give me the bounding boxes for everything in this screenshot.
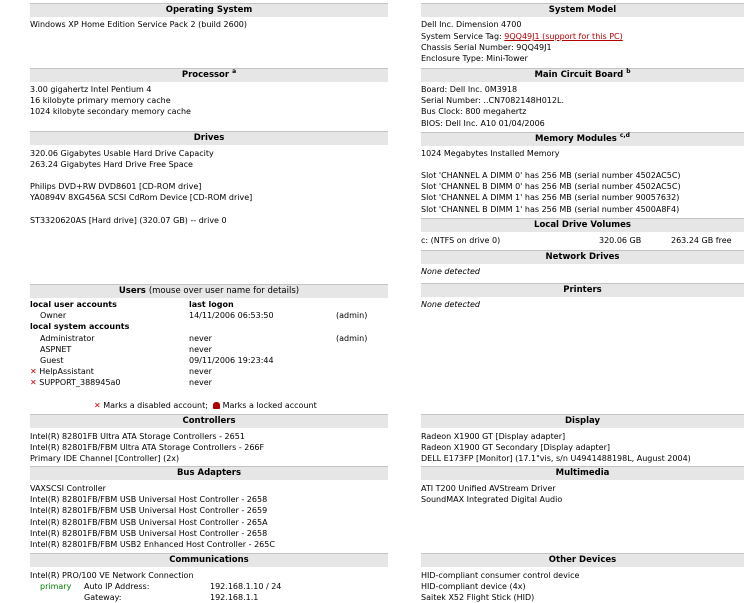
bus-line: Intel(R) 82801FB/FBM USB Universal Host Controller - 2659 [30, 506, 268, 515]
memory-slot: Slot 'CHANNEL A DIMM 0' has 256 MB (serial number 4502AC5C) [421, 171, 681, 180]
user-logon: never [189, 367, 212, 376]
drives-line: YA0894V 8XG456A SCSI CdRom Device [CD-ROM drive] [30, 193, 253, 202]
service-tag-link[interactable]: 9QQ49J1 (support for this PC) [504, 32, 623, 41]
comms-header: Communications [30, 553, 388, 567]
display-line: DELL E173FP [Monitor] (17.1"vis, s/n U4941488198L, August 2004) [421, 454, 691, 463]
board-line: Serial Number: ..CN7082148H012L. [421, 96, 564, 105]
display-line: Radeon X1900 GT Secondary [Display adapter] [421, 443, 611, 452]
disabled-x-icon: ✕ [30, 378, 37, 387]
memory-slot: Slot 'CHANNEL B DIMM 1' has 256 MB (serial number 4500A8F4) [421, 205, 680, 214]
drives-header: Drives [30, 131, 388, 145]
user-logon: 09/11/2006 19:23:44 [189, 356, 274, 365]
processor-line: 16 kilobyte primary memory cache [30, 96, 171, 105]
user-logon: never [189, 378, 212, 387]
printers-none: None detected [421, 300, 481, 309]
comms-primary-tag: primary [40, 582, 72, 591]
user-name[interactable]: Guest [40, 356, 64, 365]
users-system-accounts: local system accounts [30, 322, 130, 331]
users-header: Users (mouse over user name for details) [30, 284, 388, 298]
user-name[interactable]: SUPPORT_388945a0 [39, 378, 121, 387]
volume-drive: c: (NTFS on drive 0) [421, 236, 501, 245]
comms-ip-label: Auto IP Address: [84, 582, 150, 591]
users-col-accounts: local user accounts [30, 300, 117, 309]
enclosure-type: Enclosure Type: Mini-Tower [421, 54, 528, 63]
disabled-user [30, 378, 121, 388]
volumes-header: Local Drive Volumes [421, 218, 744, 232]
memory-header: Memory Modules $^{c,d}$ [421, 132, 744, 146]
other-devices-header: Other Devices [421, 553, 744, 567]
display-line: Radeon X1900 GT [Display adapter] [421, 432, 566, 441]
user-name[interactable]: HelpAssistant [39, 367, 94, 376]
users-legend: ✕ Marks a disabled account; Marks a locked account [94, 401, 317, 410]
other-device-line: HID-compliant consumer control device [421, 571, 580, 580]
other-device-line: Saitek X52 Flight Stick (HID) [421, 593, 535, 602]
processor-header: Processor $^a$ [30, 68, 388, 82]
user-logon: never [189, 345, 212, 354]
user-name[interactable]: Administrator [40, 334, 95, 343]
network-drives-header: Network Drives [421, 250, 744, 264]
controller-line: Primary IDE Channel [Controller] (2x) [30, 454, 180, 463]
other-device-line: HID-compliant device (4x) [421, 582, 526, 591]
board-header: Main Circuit Board $^b$ [421, 68, 744, 82]
os-header: Operating System [30, 3, 388, 17]
drives-line: 263.24 Gigabytes Hard Drive Free Space [30, 160, 193, 169]
controller-line: Intel(R) 82801FB/FBM Ultra ATA Storage Controllers - 266F [30, 443, 265, 452]
memory-slot: Slot 'CHANNEL A DIMM 1' has 256 MB (serial number 90057632) [421, 193, 680, 202]
processor-line: 1024 kilobyte secondary memory cache [30, 107, 191, 116]
processor-line: 3.00 gigahertz Intel Pentium 4 [30, 85, 152, 94]
user-name[interactable]: ASPNET [40, 345, 72, 354]
service-tag-row: System Service Tag: 9QQ49J1 (support for this PC) [421, 32, 623, 41]
user-name[interactable]: Owner [40, 311, 67, 320]
board-line: Board: Dell Inc. 0M3918 [421, 85, 518, 94]
multimedia-line: ATI T200 Unified AVStream Driver [421, 484, 556, 493]
comms-gateway-value: 192.168.1.1 [210, 593, 259, 602]
multimedia-header: Multimedia [421, 466, 744, 480]
bus-line: Intel(R) 82801FB/FBM USB Universal Host Controller - 2658 [30, 529, 268, 538]
bus-line: Intel(R) 82801FB/FBM USB2 Enhanced Host Controller - 265C [30, 540, 275, 549]
users-col-logon: last logon [189, 300, 234, 309]
bus-line: Intel(R) 82801FB/FBM USB Universal Host Controller - 2658 [30, 495, 268, 504]
user-role: (admin) [336, 334, 368, 343]
drives-line: 320.06 Gigabytes Usable Hard Drive Capacity [30, 149, 214, 158]
system-model-line: Dell Inc. Dimension 4700 [421, 20, 522, 29]
comms-adapter: Intel(R) PRO/100 VE Network Connection [30, 571, 194, 580]
user-logon: 14/11/2006 06:53:50 [189, 311, 274, 320]
user-logon: never [189, 334, 212, 343]
board-line: Bus Clock: 800 megahertz [421, 107, 527, 116]
disabled-x-icon: ✕ [94, 401, 101, 410]
bus-line: VAXSCSI Controller [30, 484, 106, 493]
os-line: Windows XP Home Edition Service Pack 2 (build 2600) [30, 20, 247, 29]
printers-header: Printers [421, 283, 744, 297]
network-drives-none: None detected [421, 267, 481, 276]
disabled-user [30, 367, 94, 377]
memory-slot: Slot 'CHANNEL B DIMM 0' has 256 MB (serial number 4502AC5C) [421, 182, 681, 191]
system-model-header: System Model [421, 3, 744, 17]
controllers-header: Controllers [30, 414, 388, 428]
comms-ip-value: 192.168.1.10 / 24 [210, 582, 282, 591]
drives-line: Philips DVD+RW DVD8601 [CD-ROM drive] [30, 182, 202, 191]
volume-free: 263.24 GB free [671, 236, 732, 245]
chassis-serial: Chassis Serial Number: 9QQ49J1 [421, 43, 552, 52]
volume-size: 320.06 GB [599, 236, 642, 245]
controller-line: Intel(R) 82801FB Ultra ATA Storage Controllers - 2651 [30, 432, 245, 441]
drives-line: ST3320620AS [Hard drive] (320.07 GB) -- drive 0 [30, 216, 227, 225]
bus-line: Intel(R) 82801FB/FBM USB Universal Host Controller - 265A [30, 518, 268, 527]
memory-installed: 1024 Megabytes Installed Memory [421, 149, 560, 158]
user-role: (admin) [336, 311, 368, 320]
bus-header: Bus Adapters [30, 466, 388, 480]
disabled-x-icon: ✕ [30, 367, 37, 376]
comms-gateway-label: Gateway: [84, 593, 122, 602]
multimedia-line: SoundMAX Integrated Digital Audio [421, 495, 563, 504]
board-line: BIOS: Dell Inc. A10 01/04/2006 [421, 119, 545, 128]
lock-icon [213, 402, 220, 409]
display-header: Display [421, 414, 744, 428]
